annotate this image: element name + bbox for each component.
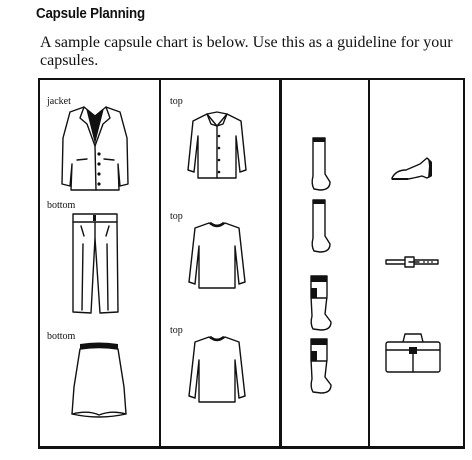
item-label-top: top [170, 325, 183, 336]
trousers-icon [70, 212, 120, 316]
ankle-boot-icon [307, 337, 333, 395]
knee-sock-icon [308, 136, 332, 192]
knee-sock-icon [308, 198, 332, 254]
belt-icon [384, 255, 440, 269]
item-label-bottom: bottom [47, 331, 76, 342]
item-label-bottom: bottom [47, 200, 76, 211]
intro-paragraph: A sample capsule chart is below. Use this as a guideline for your capsules. [40, 34, 453, 69]
capsule-chart [38, 78, 465, 449]
item-label-top: top [170, 211, 183, 222]
skirt-icon [68, 342, 130, 420]
item-label-jacket: jacket [47, 96, 71, 107]
ankle-boot-icon [307, 274, 333, 332]
column-divider [368, 80, 370, 446]
high-heel-shoe-icon [390, 156, 434, 182]
button-shirt-icon [186, 110, 248, 182]
crewneck-top-icon [187, 334, 247, 406]
column-divider [279, 80, 282, 446]
column-divider [159, 80, 161, 446]
handbag-icon [383, 330, 443, 374]
jacket-icon [60, 104, 130, 196]
item-label-top: top [170, 96, 183, 107]
page-heading: Capsule Planning [36, 6, 145, 22]
crewneck-top-icon [187, 220, 247, 292]
